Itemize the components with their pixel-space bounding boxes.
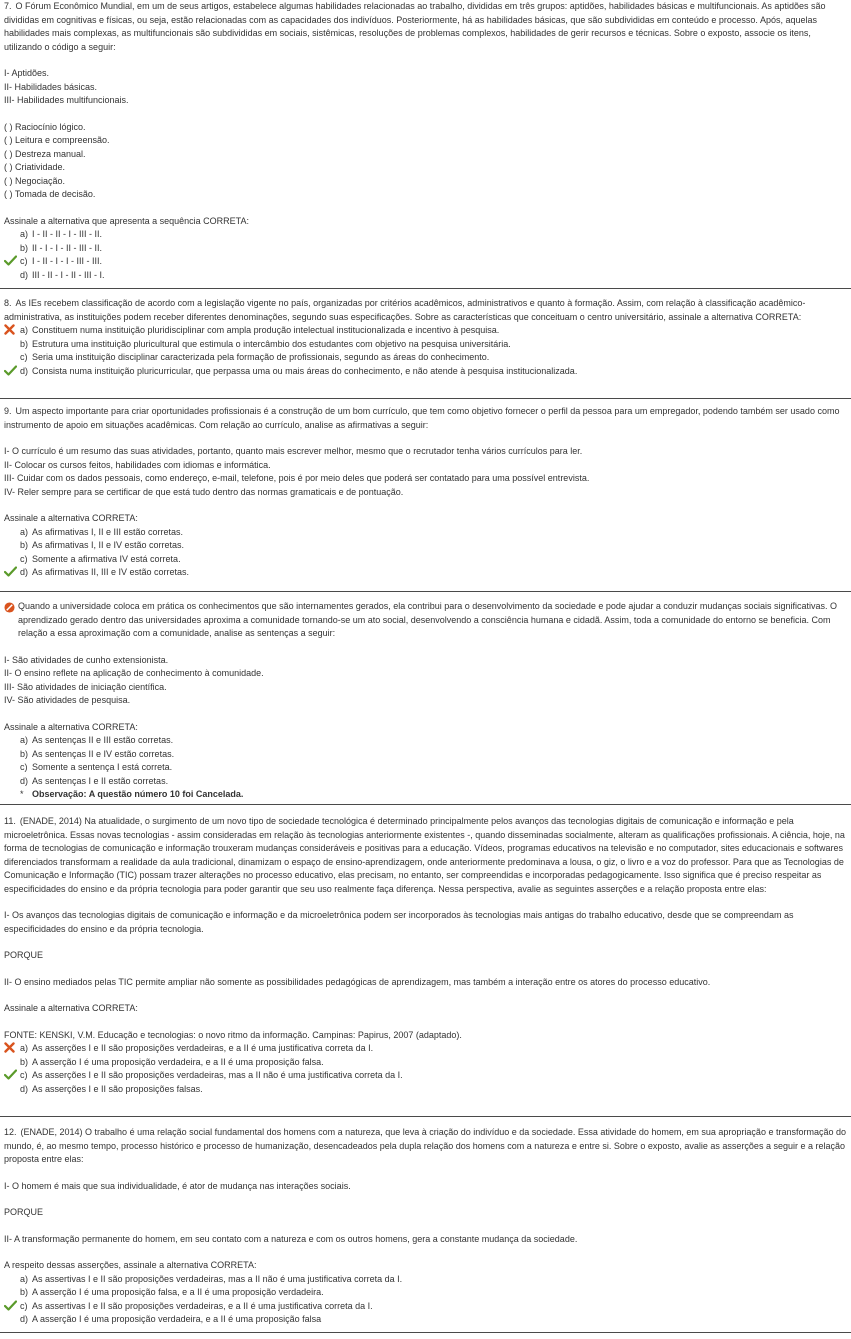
option-letter: c) xyxy=(20,256,28,266)
question-12 xyxy=(0,1117,851,1333)
option-letter: b) xyxy=(20,1056,29,1067)
option-text: As sentenças I e II estão corretas. xyxy=(32,775,169,786)
answer-option xyxy=(4,365,849,379)
answer-option xyxy=(4,566,849,580)
option-text: A asserção I é uma proposição verdadeira, e a II é uma proposição falsa. xyxy=(32,1056,324,1067)
question-stem: As IEs recebem classificação de acordo com a legislação vigente no país, organizadas por critérios acadêmicos, administrativos e quanto à formação. Assim, com relação à classificação acadêmico-administrativa, as instituições podem receber diferentes denominações, segundo suas especificações. Sobre as características que conceituam o centro universitário, assinale a alternativa CORRETA: xyxy=(4,298,806,322)
answer-option xyxy=(4,748,849,762)
porque-label: PORQUE xyxy=(4,950,44,960)
item: I- O currículo é um resumo das suas atividades, portanto, quanto mais escrever melhor, mesmo que o recrutador tenha vários currículos para ler. xyxy=(4,446,583,456)
option-text: III - II - I - II - III - I. xyxy=(32,269,105,280)
item: IV- Reler sempre para se certificar de que está tudo dentro das normas gramaticais e de pontuação. xyxy=(4,486,404,497)
option-text: As afirmativas I, II e IV estão corretas. xyxy=(32,540,185,550)
option-text: As asserções I e II são proposições falsas. xyxy=(32,1083,203,1094)
question-number: 11. xyxy=(4,816,16,826)
question-7 xyxy=(0,0,851,289)
option-letter: a) xyxy=(20,229,29,239)
item: III- São atividades de iniciação científica. xyxy=(4,681,167,692)
wrong-cross-icon xyxy=(4,324,18,337)
answer-option xyxy=(4,242,849,256)
option-marker xyxy=(4,761,18,774)
question-stem: Quando a universidade coloca em prática os conhecimentos que são internamentes gerados, ela contribui para o desenvolvimento da sociedade e pode ajudar a conduzir mudanças sociais significativas. O aprendizado gerado dentro das universidades aproxima a comunidade tornando-se um ato social, desenvolvendo a consciência humana e cidadã. Assim, toda a comunidade do entorno se beneficia. Com relação a essa aproximação com a comunidade, analise as sentenças a seguir: xyxy=(18,601,837,638)
option-text: As afirmativas I, II e III estão corretas. xyxy=(32,526,184,537)
answer-option xyxy=(4,734,849,748)
answer-option xyxy=(4,761,849,775)
option-text: Observação: A questão número 10 foi Cancelada. xyxy=(32,789,244,799)
answer-option xyxy=(4,775,849,789)
correct-check-icon xyxy=(4,255,18,268)
answer-option xyxy=(4,788,849,802)
answer-option xyxy=(4,351,849,365)
question-9 xyxy=(0,399,851,592)
option-text: II - I - I - II - III - II. xyxy=(32,242,102,253)
question-number: 8. xyxy=(4,298,12,308)
option-letter: d) xyxy=(20,775,29,786)
question-stem: (ENADE, 2014) Na atualidade, o surgimento de um novo tipo de sociedade tecnológica é determinado principalmente pelos avanços das tecnologias digitais de comunicação e informação e pela microeletrônica. Essas novas tecnologias - assim consideradas em relação às tecnologias anteriormente existentes -, quando disseminadas socialmente, alteram as qualificações profissionais. A ciência, hoje, na forma de tecnologias de comunicação e informação trouxeram mudanças consideráveis e positivas para a educação. Vídeos, programas educativos na televisão e no computador, sites educacionais e softwares diferenciados transformam a realidade da aula tradicional, dinamizam o espaço de ensino-aprendizagem, onde anteriormente predominava a lousa, o giz, o livro e a voz do professor. Para que as Tecnologias de Comunicação e Informação (TIC) possam trazer alterações no processo educativo, elas precisam, no entanto, ser compreendidas e incorporadas pedagogicamente. Isso significa que é preciso respeitar as especificidades do ensino e da própria tecnologia para poder garantir que seu uso realmente faça diferença. Nessa perspectiva, avalie as seguintes asserções e a relação proposta entre elas: xyxy=(4,816,845,894)
prompt: Assinale a alternativa CORRETA: xyxy=(4,513,138,523)
answer-option xyxy=(4,1313,849,1327)
item: IV- São atividades de pesquisa. xyxy=(4,695,131,705)
option-text: Consista numa instituição pluricurricular, que perpassa uma ou mais áreas do conhecimento, e não atende à pesquisa institucionalizada. xyxy=(32,365,578,376)
option-letter: a) xyxy=(20,735,29,745)
prompt: Assinale a alternativa CORRETA: xyxy=(4,721,138,732)
question-stem: Um aspecto importante para criar oportunidades profissionais é a construção de um bom currículo, que tem como objetivo fornecer o perfil da pessoa para um empregador, podendo também ser usado como instrumento de apoio em situações acadêmicas. Com relação ao currículo, analise as afirmativas a seguir: xyxy=(4,406,840,430)
option-letter: d) xyxy=(20,269,29,280)
correct-check-icon xyxy=(4,1069,18,1082)
item: II- Colocar os cursos feitos, habilidades com idiomas e informática. xyxy=(4,459,271,470)
assertion-1: I- O homem é mais que sua individualidade, é ator de mudança nas interações sociais. xyxy=(4,1180,351,1191)
blank-item: ( ) Destreza manual. xyxy=(4,148,86,159)
answer-option xyxy=(4,1083,849,1097)
answer-option xyxy=(4,1273,849,1287)
option-text: As assertivas I e II são proposições verdadeiras, mas a II não é uma justificativa correta da I. xyxy=(32,1273,403,1284)
option-marker xyxy=(4,242,18,255)
option-text: As afirmativas II, III e IV estão corretas. xyxy=(32,567,190,577)
answer-option xyxy=(4,1300,849,1314)
option-letter: d) xyxy=(20,567,29,577)
option-letter: d) xyxy=(20,365,29,376)
option-marker xyxy=(4,526,18,539)
question-8 xyxy=(0,289,851,399)
question-10 xyxy=(0,592,851,805)
blank-item: ( ) Criatividade. xyxy=(4,162,66,172)
blank-item: ( ) Raciocínio lógico. xyxy=(4,121,86,132)
answer-option xyxy=(4,1069,849,1083)
option-marker xyxy=(4,788,18,801)
option-letter: * xyxy=(20,789,24,799)
option-text: Estrutura uma instituição pluricultural que estimula o intercâmbio dos estudantes com objetivo na pesquisa universitária. xyxy=(32,338,511,349)
option-text: I - II - I - I - III - III. xyxy=(32,256,102,266)
source: FONTE: KENSKI, V.M. Educação e tecnologias: o novo ritmo da informação. Campinas: Papirus, 2007 (adaptado). xyxy=(4,1029,462,1040)
answer-option xyxy=(4,1286,849,1300)
answer-option xyxy=(4,526,849,540)
correct-check-icon xyxy=(4,1300,18,1313)
correct-check-icon xyxy=(4,365,18,378)
option-marker xyxy=(4,1056,18,1069)
option-letter: a) xyxy=(20,526,29,537)
option-marker xyxy=(4,269,18,282)
item: II- O ensino reflete na aplicação de conhecimento à comunidade. xyxy=(4,668,264,678)
option-marker xyxy=(4,1286,18,1299)
answer-option xyxy=(4,338,849,352)
option-text: Seria uma instituição disciplinar caracterizada pela formação de profissionais, segundo as áreas do conhecimento. xyxy=(32,352,490,362)
option-letter: d) xyxy=(20,1083,29,1094)
option-letter: a) xyxy=(20,325,29,335)
option-text: I - II - II - I - III - II. xyxy=(32,229,102,239)
question-11 xyxy=(0,805,851,1117)
question-number: 7. xyxy=(4,1,12,11)
option-marker xyxy=(4,1083,18,1096)
option-marker xyxy=(4,775,18,788)
option-marker xyxy=(4,539,18,552)
option-text: As assertivas I e II são proposições verdadeiras, e a II é uma justificativa correta da I. xyxy=(32,1300,373,1311)
option-letter: c) xyxy=(20,352,28,362)
answer-option xyxy=(4,539,849,553)
option-text: A asserção I é uma proposição falsa, e a II é uma proposição verdadeira. xyxy=(32,1287,324,1297)
question-number: 9. xyxy=(4,406,12,416)
item: II- Habilidades básicas. xyxy=(4,81,98,92)
blank-item: ( ) Negociação. xyxy=(4,175,66,186)
prompt: A respeito dessas asserções, assinale a alternativa CORRETA: xyxy=(4,1260,257,1270)
option-letter: b) xyxy=(20,748,29,759)
option-letter: c) xyxy=(20,1070,28,1080)
item: III- Habilidades multifuncionais. xyxy=(4,95,129,105)
cancelled-icon xyxy=(4,602,15,618)
assertion-2: II- O ensino mediados pelas TIC permite ampliar não somente as possibilidades pedagógicas de aprendizagem, mas também a interação entre os atores do processo educativo. xyxy=(4,976,711,987)
answer-option xyxy=(4,1056,849,1070)
assertion-2: II- A transformação permanente do homem, em seu contato com a natureza e com os outros homens, gera a constante mudança da sociedade. xyxy=(4,1233,578,1244)
option-text: Somente a afirmativa IV está correta. xyxy=(32,553,181,564)
option-letter: d) xyxy=(20,1314,29,1324)
prompt: Assinale a alternativa que apresenta a sequência CORRETA: xyxy=(4,215,249,226)
option-marker xyxy=(4,1273,18,1286)
option-text: As asserções I e II são proposições verdadeiras, e a II é uma justificativa correta da I. xyxy=(32,1043,374,1053)
answer-option xyxy=(4,1042,849,1056)
option-letter: b) xyxy=(20,1287,29,1297)
item: I- São atividades de cunho extensionista. xyxy=(4,654,169,665)
option-text: As asserções I e II são proposições verdadeiras, mas a II não é uma justificativa correta da I. xyxy=(32,1070,403,1080)
option-marker xyxy=(4,748,18,761)
item: III- Cuidar com os dados pessoais, como endereço, e-mail, telefone, pois é por meio deles que poderá ser contatado para uma possível entrevista. xyxy=(4,473,590,483)
option-letter: a) xyxy=(20,1043,29,1053)
option-marker xyxy=(4,734,18,747)
item: I- Aptidões. xyxy=(4,68,50,78)
option-text: As sentenças II e IV estão corretas. xyxy=(32,748,175,759)
option-letter: b) xyxy=(20,242,29,253)
option-marker xyxy=(4,1313,18,1326)
answer-option xyxy=(4,269,849,283)
question-stem: (ENADE, 2014) O trabalho é uma relação social fundamental dos homens com a natureza, que leva à criação do indivíduo e da sociedade. Essa atividade do homem, em sua apropriação e transformação do mundo, é, ao mesmo tempo, processo histórico e processo de humanização, desencadeados pela dupla relação dos homens com a natureza e entre si. Sobre o exposto, avalie as asserções a seguir e a relação proposta entre elas: xyxy=(4,1127,846,1164)
option-marker xyxy=(4,338,18,351)
assertion-1: I- Os avanços das tecnologias digitais de comunicação e informação e da microeletrônica podem ser incorporados às tecnologias mais antigas do trabalho educativo, desde que se compreendam as especificidades do ensino e da própria tecnologia. xyxy=(4,910,794,934)
option-letter: b) xyxy=(20,540,29,550)
option-marker xyxy=(4,553,18,566)
answer-option xyxy=(4,228,849,242)
option-letter: c) xyxy=(20,1300,28,1311)
option-text: Somente a sentença I está correta. xyxy=(32,762,173,772)
answer-option xyxy=(4,553,849,567)
wrong-cross-icon xyxy=(4,1042,18,1055)
option-letter: c) xyxy=(20,762,28,772)
option-text: A asserção I é uma proposição verdadeira, e a II é uma proposição falsa xyxy=(32,1314,322,1324)
correct-check-icon xyxy=(4,566,18,579)
option-letter: b) xyxy=(20,338,29,349)
answer-option xyxy=(4,324,849,338)
option-marker xyxy=(4,351,18,364)
question-stem: O Fórum Econômico Mundial, em um de seus artigos, estabelece algumas habilidades relacionadas ao trabalho, divididas em três grupos: aptidões, habilidades básicas e multifuncionais. As aptidões são divididas em cognitivas e físicas, ou seja, estão relacionadas com as capacidades dos indivíduos. Posteriormente, há as habilidades básicas, que são subdivididas em conteúdo e processo. Após, aquelas habilidades mais complexas, as multifuncionais são subdivididas em sociais, sistêmicas, resoluções de problemas complexos, habilidades de gerir recursos e técnicas. Sobre o exposto, associe os itens, utilizando o código a seguir: xyxy=(4,1,826,52)
blank-item: ( ) Leitura e compreensão. xyxy=(4,135,110,145)
answer-option xyxy=(4,255,849,269)
porque-label: PORQUE xyxy=(4,1207,44,1217)
option-marker xyxy=(4,228,18,241)
prompt: Assinale a alternativa CORRETA: xyxy=(4,1003,138,1013)
question-number: 12. xyxy=(4,1127,17,1137)
blank-item: ( ) Tomada de decisão. xyxy=(4,189,96,199)
option-letter: c) xyxy=(20,553,28,564)
option-text: Constituem numa instituição pluridisciplinar com ampla produção intelectual institucionalizada e incentivo à pesquisa. xyxy=(32,325,500,335)
option-text: As sentenças II e III estão corretas. xyxy=(32,735,174,745)
option-letter: a) xyxy=(20,1273,29,1284)
